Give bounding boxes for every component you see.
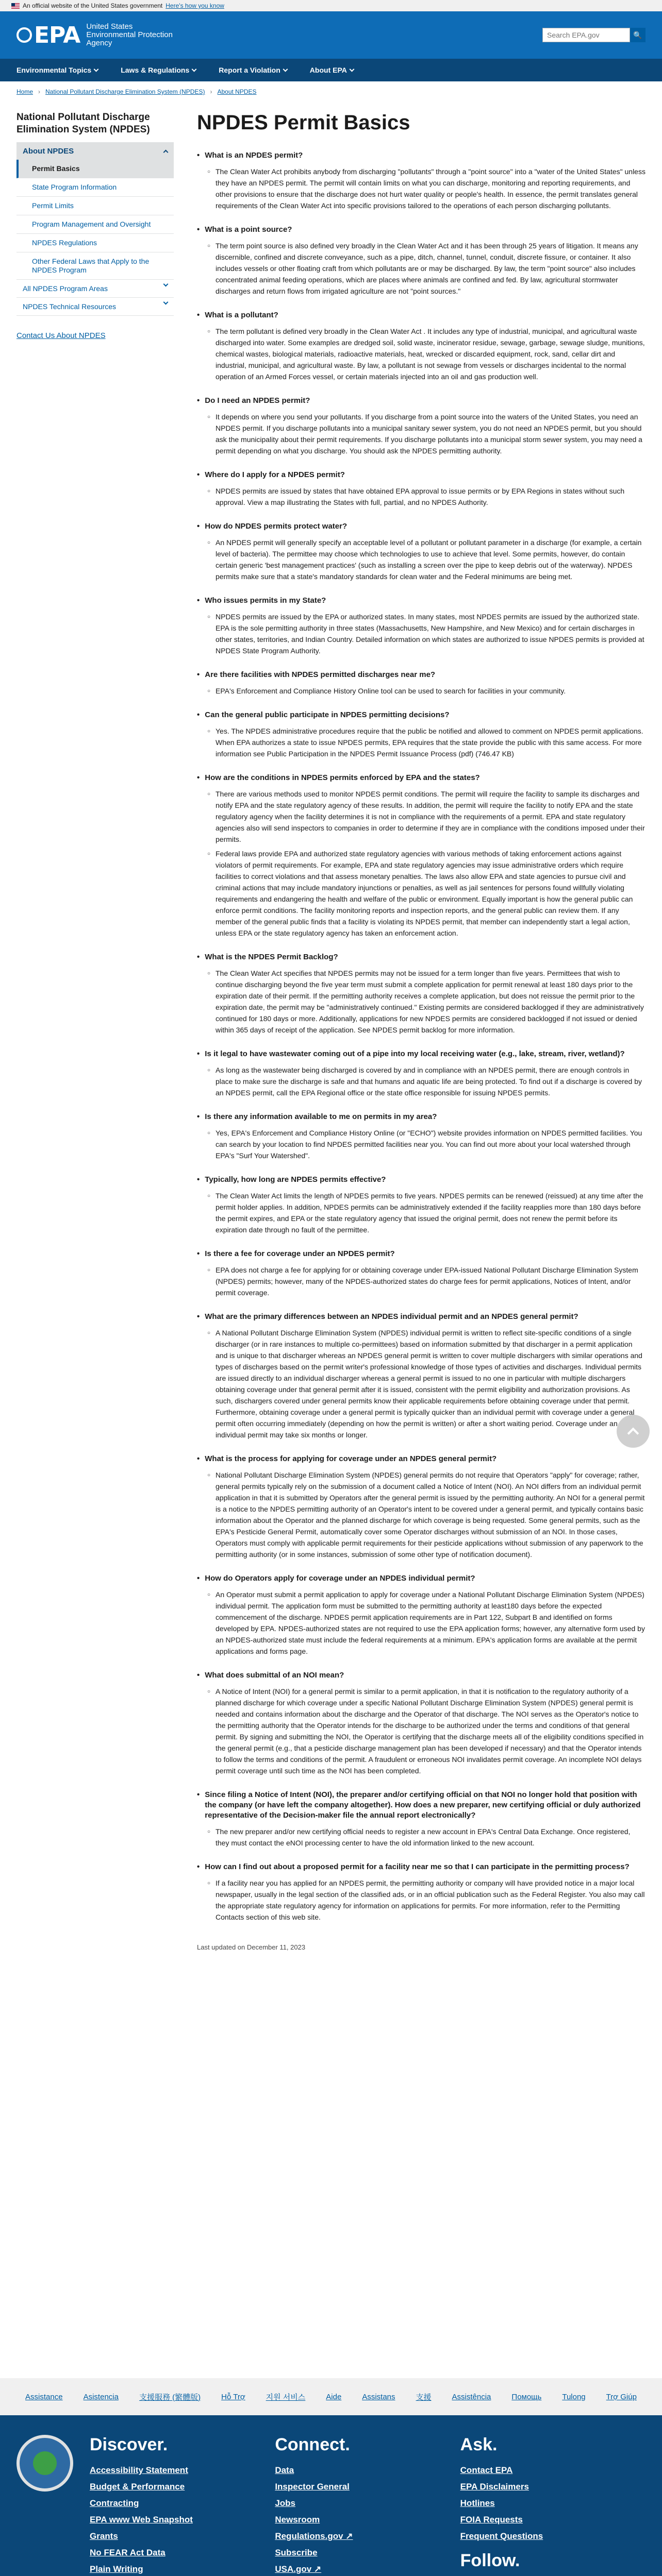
faq-question-text: • Typically, how long are NPDES permits effective?: [205, 1175, 386, 1184]
faq-question: [197, 1112, 646, 1122]
faq-question: [197, 150, 646, 161]
faq-item: [197, 1790, 646, 1849]
faq-item: [197, 952, 646, 1036]
faq-answer-paragraph: ○ Yes, EPA's Enforcement and Compliance History Online (or "ECHO") website provides information on NPDES permitted facilities. You can search by your location to find NPDES permitted facilities near you. You can find out more about your local watershed through EPA's "Surf Your Watershed".: [216, 1127, 646, 1161]
lang-link[interactable]: Hỗ Trợ: [221, 2392, 245, 2401]
lang-link[interactable]: Assistência: [452, 2392, 491, 2401]
footer-link[interactable]: Subscribe: [275, 2548, 318, 2557]
footer-heading: Ask.: [460, 2435, 498, 2454]
faq-answer: [216, 788, 646, 939]
footer-link[interactable]: Contracting: [90, 2498, 139, 2508]
epa-swirl-icon: [16, 27, 32, 43]
faq-question-text: • Is it legal to have wastewater coming out of a pipe into my local receiving water (e.g., lake, stream, river, wetland)?: [205, 1049, 625, 1058]
gov-banner-text: An official website of the United States government: [23, 2, 163, 9]
footer-link[interactable]: Data: [275, 2465, 294, 2475]
side-section-label: About NPDES: [23, 147, 74, 156]
faq-question: [197, 225, 646, 235]
faq-item: [197, 1670, 646, 1776]
agency-name-line3: Agency: [86, 39, 112, 47]
faq-answer-paragraph: ○ There are various methods used to monitor NPDES permit conditions. The permit will require the facility to sample its discharges and notify EPA and the state regulatory agency of these results. In addition, the permit will require the facility to notify EPA and the state regulatory agency when the facility determines it is not in compliance with the requirements of a permit. EPA and state regulatory agencies also will send inspectors to companies in order to determine if they are in compliance with the conditions imposed under their permits.: [216, 788, 646, 845]
faq-question: [197, 1175, 646, 1185]
faq-question: [197, 952, 646, 962]
site-search: [542, 28, 646, 42]
footer-link[interactable]: No FEAR Act Data: [90, 2548, 166, 2557]
faq-question: [197, 710, 646, 720]
footer-connect: [275, 2435, 460, 2576]
faq-question-text: • How are the conditions in NPDES permits enforced by EPA and the states?: [205, 773, 480, 782]
faq-question-text: • Is there any information available to me on permits in my area?: [205, 1112, 437, 1121]
side-nav: [16, 142, 174, 316]
sidebar-technical-resources[interactable]: [16, 298, 174, 316]
chevron-down-icon: [349, 66, 354, 72]
faq-item: [197, 310, 646, 382]
faq-question: [197, 310, 646, 320]
faq-answer: [216, 968, 646, 1036]
faq-answer: [216, 1589, 646, 1657]
faq-item: [197, 1312, 646, 1440]
faq-answer-paragraph: ○ If a facility near you has applied for an NPDES permit, the permitting authority or company will have provided notice in a major local newspaper, usually in the legal section of the classified ads, or in an official publication such as the Federal Register. You also may call the appropriate state regulatory agency for information on applications for permits. For more information, refer to the Permitting Contacts section of this web site.: [216, 1877, 646, 1923]
faq-answer: [216, 685, 646, 697]
lang-link[interactable]: Tulong: [562, 2392, 586, 2401]
faq-item: [197, 396, 646, 456]
faq-item: [197, 1573, 646, 1657]
faq-question: [197, 670, 646, 680]
faq-answer-paragraph: ○ National Pollutant Discharge Elimination System (NPDES) general permits do not require that Operators "apply" for coverage; rather, general permits typically rely on the submission of a document called a Notice of Intent (NOI). An NOI differs from an individual permit application in that it is submitted by Operators after the general permit is issued by the permitting authority. An NOI for a general permit is a notice to the NPDES permitting authority of an Operator's intent to be covered under a general permit, and typically contains basic information about the Operator and the planned discharge for which coverage is being requested. Some general permits, such as the EPA's Pesticide General Permit, automatically cover some Operator discharges without submission of an NOI. In those cases, Operators must comply with applicable permit requirements for their pesticide applications without submission of any paperwork to the permitting authority (or in some instances, submission of some other type of notification document).: [216, 1469, 646, 1560]
site-header: [0, 11, 662, 59]
language-bar: [0, 2378, 662, 2415]
footer-link[interactable]: Jobs: [275, 2498, 296, 2508]
faq-answer: [216, 1826, 646, 1849]
nav-label: Environmental Topics: [16, 66, 92, 74]
epa-logo[interactable]: [16, 22, 173, 48]
side-sub-label: All NPDES Program Areas: [23, 284, 108, 293]
faq-question-text: • Where do I apply for a NPDES permit?: [205, 470, 345, 479]
sidebar-item-program-management[interactable]: Program Management and Oversight: [16, 215, 174, 234]
faq-question-text: • Since filing a Notice of Intent (NOI), the preparer and/or certifying official on that NOI no longer hold that position with the company (or have left the company altogether). How does a new preparer, new certifying official or duly authorized representative of the Decision-maker file the annual report electronically?: [205, 1790, 641, 1820]
lang-link[interactable]: 支援服務 (繁體版): [139, 2393, 201, 2402]
chevron-down-icon: [283, 66, 288, 72]
breadcrumb-separator: ›: [38, 88, 41, 95]
footer-follow-heading: Follow.: [460, 2551, 520, 2570]
page-layout: [0, 102, 662, 1951]
epa-seal-icon: [16, 2435, 73, 2492]
faq-question-text: • Can the general public participate in NPDES permitting decisions?: [205, 710, 450, 719]
faq-answer: [216, 240, 646, 297]
nav-label: About EPA: [309, 66, 347, 74]
faq-list: [197, 150, 646, 1923]
faq-item: [197, 150, 646, 211]
faq-answer-paragraph: ○ The term pollutant is defined very broadly in the Clean Water Act . It includes any type of industrial, municipal, and agricultural waste discharged into water. Some examples are dredged soil, solid waste, incinerator residue, sewage, garbage, sewage sludge, munitions, chemical wastes, biological materials, radioactive materials, heat, wrecked or discarded equipment, rock, sand, cellar dirt and industrial, municipal, and agricultural waste. By law, a pollutant is not sewage from vessels or discharges incidental to the normal operation of an Armed Forces vessel, or certain materials injected into an oil and gas production well.: [216, 326, 646, 382]
sidebar-item-other-laws[interactable]: Other Federal Laws that Apply to the NPDES Program: [16, 252, 174, 280]
nav-report-violation[interactable]: [219, 66, 287, 74]
lang-link[interactable]: 支援: [416, 2393, 432, 2402]
page-title: NPDES Permit Basics: [197, 111, 410, 134]
faq-question: [197, 470, 646, 480]
footer-link[interactable]: Accessibility Statement: [90, 2465, 188, 2475]
footer-link[interactable]: Frequent Questions: [460, 2531, 543, 2541]
faq-answer-paragraph: ○ EPA does not charge a fee for applying for or obtaining coverage under EPA-issued National Pollutant Discharge Elimination System (NPDES) permits; however, many of the NPDES-authorized states do charge fees for permit applications, Notices of Intent, and/or permit coverage.: [216, 1264, 646, 1298]
footer-link[interactable]: Hotlines: [460, 2498, 495, 2508]
chevron-down-icon: [163, 282, 169, 287]
sidebar-item-state-program[interactable]: State Program Information: [16, 178, 174, 197]
faq-answer: [216, 611, 646, 656]
lang-link[interactable]: Aide: [326, 2392, 342, 2401]
faq-answer-paragraph: ○ EPA's Enforcement and Compliance History Online tool can be used to search for facilities in your community.: [216, 685, 646, 697]
faq-question-text: • What does submittal of an NOI mean?: [205, 1671, 344, 1680]
faq-answer: [216, 485, 646, 508]
breadcrumb-npdes[interactable]: National Pollutant Discharge Elimination System (NPDES): [45, 88, 205, 95]
faq-answer-paragraph: ○ An Operator must submit a permit application to apply for coverage under a National Pollutant Discharge Elimination System (NPDES) individual permit. The application form must be submitted to the permitting authority at least180 days before the expected commencement of the discharge. NPDES permit application requirements are in Part 122, Subpart B and identified on forms developed by EPA. NPDES-authorized states are not required to use the EPA application forms; however, any alternative form used by an NPDES-authorized state must include the federal requirements at a minimum. EPA's application forms are available at the permit applications and forms page.: [216, 1589, 646, 1657]
lang-link[interactable]: Asistencia: [83, 2392, 119, 2401]
footer-heading: Connect.: [275, 2435, 350, 2454]
faq-answer-paragraph: ○ NPDES permits are issued by the EPA or authorized states. In many states, most NPDES permits are issued by the authorized state. EPA is the sole permitting authority in three states (Massachusetts, New Hampshire, and New Mexico) and for certain discharges in other states, territories, and Indian Country. Detailed information on which states are authorized to issue NPDES permits is provided at NPDES State Program Authority.: [216, 611, 646, 656]
faq-question-text: • What is the NPDES Permit Backlog?: [205, 953, 338, 961]
main-nav: [0, 59, 662, 81]
lang-link[interactable]: 지원 서비스: [266, 2393, 306, 2402]
faq-answer-paragraph: ○ Federal laws provide EPA and authorized state regulatory agencies with various methods of taking enforcement actions against violators of permit requirements. For example, EPA and state regulatory agencies may issue administrative orders which require facilities to correct violations and that assess monetary penalties. The laws also allow EPA and state agencies to pursue civil and criminal actions that may include mandatory injunctions or penalties, as well as jail sentences for persons found willfully violating requirements and endangering the health and welfare of the public or environment. Equally important is how the general public can enforce permit conditions. The facility monitoring reports and inspection reports, and the general public can review them. If any member of the general public finds that a facility is violating its NPDES permit, that member can independently start a legal action, unless EPA or the state regulatory agency has taken an enforcement action.: [216, 848, 646, 939]
faq-answer-paragraph: ○ NPDES permits are issued by states that have obtained EPA approval to issue permits or by EPA Regions in states without such approval. View a map illustrating the States with full, partial, and no NPDES Authority.: [216, 485, 646, 508]
faq-item: [197, 1454, 646, 1560]
footer-link[interactable]: Plain Writing: [90, 2564, 143, 2574]
faq-answer-paragraph: ○ It depends on where you send your pollutants. If you discharge from a point source into the waters of the United States, you need an NPDES permit. If you discharge pollutants into a municipal sanitary sewer system, you do not need an NPDES permit, but you should ask the municipality about their permit requirements. If you discharge pollutants into a municipal storm sewer system, you may need a permit depending on what you discharge. You should ask the NPDES permitting authority.: [216, 411, 646, 456]
footer-link[interactable]: Inspector General: [275, 2482, 350, 2492]
main-content: [174, 102, 646, 1951]
faq-answer: [216, 1064, 646, 1098]
chevron-down-icon: [192, 66, 197, 72]
faq-answer-paragraph: ○ The Clean Water Act prohibits anybody from discharging "pollutants" through a "point source" into a "water of the United States" unless they have an NPDES permit. The permit will contain limits on what you can discharge, monitoring and reporting requirements, and other provisions to ensure that the discharge does not hurt water quality or people's health. In essence, the permit translates general requirements of the Clean Water Act into specific provisions tailored to the operations of each person discharging pollutants.: [216, 166, 646, 211]
chevron-up-icon: [163, 150, 169, 155]
heres-how-link[interactable]: Here's how you know: [166, 2, 224, 9]
arrow-up-icon: [627, 1428, 639, 1439]
faq-question: [197, 1862, 646, 1872]
faq-answer-paragraph: ○ As long as the wastewater being discharged is covered by and in compliance with an NPDES permit, there are enough controls in place to make sure the discharge is safe and that humans and aquatic life are being protected. To find out if a discharge is covered by an NPDES permit, call the EPA Regional office or the state office responsible for issuing NPDES permits.: [216, 1064, 646, 1098]
faq-answer-paragraph: ○ The new preparer and/or new certifying official needs to register a new account in EPA's Central Data Exchange. Once registered, they must contact the eNOI processing center to have the old information linked to the new account.: [216, 1826, 646, 1849]
faq-item: [197, 710, 646, 759]
lang-link[interactable]: Assistance: [25, 2392, 63, 2401]
sidebar-title: National Pollutant Discharge Elimination System (NPDES): [16, 112, 150, 135]
faq-question-text: • Is there a fee for coverage under an NPDES permit?: [205, 1249, 395, 1258]
faq-question-text: • What are the primary differences between an NPDES individual permit and an NPDES general permit?: [205, 1312, 578, 1321]
faq-question: [197, 1249, 646, 1259]
sidebar: [16, 102, 174, 1951]
sidebar-program-areas[interactable]: [16, 280, 174, 298]
us-flag-icon: [11, 3, 20, 9]
contact-us-link[interactable]: Contact Us About NPDES: [16, 331, 106, 340]
faq-item: [197, 470, 646, 508]
faq-question: [197, 1670, 646, 1681]
site-footer: [0, 2415, 662, 2576]
faq-answer-paragraph: ○ An NPDES permit will generally specify an acceptable level of a pollutant or pollutant parameter in a discharge (for example, a certain level of bacteria). The permittee may choose which technologies to use to achieve that level. Some permits, however, do contain certain generic 'best management practices' (such as installing a screen over the pipe to keep debris out of the waterway). NPDES permits make sure that a state's mandatory standards for clean water and the Federal minimums are being met.: [216, 537, 646, 582]
faq-answer: [216, 1686, 646, 1776]
faq-answer-paragraph: ○ A National Pollutant Discharge Elimination System (NPDES) individual permit is written to reflect site-specific conditions of a single discharger (or in rare instances to multiple co-permittees) based on information submitted by that discharger in a permit application and is unique to that discharger whereas an NPDES general permit is written to cover multiple dischargers with similar operations and types of discharges based on the permit writer's professional knowledge of those types of activities and discharges. Individual permits are issued directly to an individual discharger whereas a general permit is issued to no one in particular with multiple dischargers obtaining coverage under that general permit after it is issued, consistent with the permit eligibility and authorization provisions. As such, dischargers covered under general permits know their applicable requirements before obtaining coverage under that permit. Furthermore, obtaining coverage under a general permit is typically quicker than an individual permit with coverage under a general permit often occurring immediately (depending on how the permit is written) or after a short waiting period. Coverage under an individual permit may take six months or longer.: [216, 1327, 646, 1440]
faq-question: [197, 1573, 646, 1584]
faq-question: [197, 1049, 646, 1059]
faq-question: [197, 1454, 646, 1464]
faq-answer: [216, 537, 646, 582]
lang-link[interactable]: Assistans: [362, 2392, 395, 2401]
faq-item: [197, 1112, 646, 1161]
faq-answer-paragraph: ○ The Clean Water Act specifies that NPDES permits may not be issued for a term longer than five years. Permittees that wish to continue discharging beyond the five year term must submit a complete application for permit renewal at least 180 days prior to the expiration date of their permit. If the permitting authority receives a complete application, but does not reissue the permit prior to the expiration date, the permit may be "administratively continued." Existing permits are considered backlogged if they are administratively continued for 180 days or more. Additionally, applications for new NPDES permits are considered backlogged if not issued or denied within 365 days of receipt of the application. See NPDES permit backlog for more information.: [216, 968, 646, 1036]
faq-item: [197, 773, 646, 939]
faq-item: [197, 596, 646, 656]
sidebar-item-permit-limits[interactable]: Permit Limits: [16, 197, 174, 215]
nav-laws-regulations[interactable]: [121, 66, 196, 74]
faq-question-text: • Do I need an NPDES permit?: [205, 396, 310, 405]
lang-link[interactable]: Trợ Giúp: [606, 2392, 637, 2401]
faq-answer-paragraph: ○ The term point source is also defined very broadly in the Clean Water Act and it has been through 25 years of litigation. It means any discernible, confined and discrete conveyance, such as a pipe, ditch, channel, tunnel, conduit, discrete fissure, or container. It also includes vessels or other floating craft from which pollutants are or may be discharged. By law, the term "point source" also includes concentrated animal feeding operations, which are places where animals are confined and fed. By law, agricultural stormwater discharges and return flows from irrigated agriculture are not "point sources.": [216, 240, 646, 297]
breadcrumb: [0, 81, 662, 102]
faq-question-text: • What is a point source?: [205, 225, 292, 234]
faq-item: [197, 1862, 646, 1923]
faq-question-text: • What is a pollutant?: [205, 311, 278, 319]
faq-item: [197, 670, 646, 697]
footer-discover: [90, 2435, 275, 2576]
faq-question-text: • Are there facilities with NPDES permitted discharges near me?: [205, 670, 436, 679]
footer-link[interactable]: Budget & Performance: [90, 2482, 185, 2492]
faq-question-text: • What is an NPDES permit?: [205, 151, 303, 160]
faq-answer: [216, 1877, 646, 1923]
faq-question-text: • How can I find out about a proposed permit for a facility near me so that I can participate in the permitting process?: [205, 1862, 630, 1871]
breadcrumb-about[interactable]: About NPDES: [217, 88, 257, 95]
faq-question: [197, 596, 646, 606]
search-button[interactable]: 🔍: [630, 28, 646, 42]
back-to-top-button[interactable]: [617, 1415, 650, 1448]
agency-name-line2: Environmental Protection: [86, 30, 173, 39]
gov-banner: [0, 0, 662, 11]
agency-name-line1: United States: [86, 22, 133, 31]
footer-heading: Discover.: [90, 2435, 168, 2454]
footer-link[interactable]: USA.gov ↗: [275, 2564, 322, 2574]
footer-link[interactable]: FOIA Requests: [460, 2515, 523, 2524]
footer-ask: [460, 2435, 646, 2576]
last-updated: Last updated on December 11, 2023: [197, 1943, 306, 1951]
footer-link[interactable]: Regulations.gov ↗: [275, 2531, 353, 2541]
faq-question: [197, 1790, 646, 1821]
faq-item: [197, 225, 646, 297]
faq-answer: [216, 1469, 646, 1560]
footer-link[interactable]: Contact EPA: [460, 2465, 513, 2475]
footer-link[interactable]: EPA www Web Snapshot: [90, 2515, 193, 2524]
sidebar-item-regulations[interactable]: NPDES Regulations: [16, 234, 174, 252]
chevron-down-icon: [163, 300, 169, 305]
faq-answer: [216, 725, 646, 759]
breadcrumb-home[interactable]: Home: [16, 88, 34, 95]
nav-about-epa[interactable]: [310, 66, 354, 74]
footer-link[interactable]: EPA Disclaimers: [460, 2482, 529, 2492]
nav-environmental-topics[interactable]: [16, 66, 98, 74]
faq-question-text: • How do NPDES permits protect water?: [205, 522, 347, 531]
nav-label: Laws & Regulations: [121, 66, 190, 74]
breadcrumb-separator: ›: [210, 88, 212, 95]
faq-answer-paragraph: ○ The Clean Water Act limits the length of NPDES permits to five years. NPDES permits can be renewed (reissued) at any time after the permit holder applies. In addition, NPDES permits can be administratively extended if the facility reapplies more than 180 days before the permit expires, and EPA or the state regulatory agency that issued the original permit, does not renew the permit before its expiration date through no fault of the permittee.: [216, 1190, 646, 1235]
faq-item: [197, 521, 646, 582]
faq-question: [197, 773, 646, 783]
faq-answer: [216, 1264, 646, 1298]
faq-item: [197, 1049, 646, 1098]
faq-answer: [216, 1327, 646, 1440]
search-input[interactable]: [542, 28, 630, 42]
faq-question: [197, 521, 646, 532]
footer-link[interactable]: Newsroom: [275, 2515, 320, 2524]
faq-item: [197, 1249, 646, 1298]
side-section-about[interactable]: [16, 143, 174, 160]
faq-question: [197, 396, 646, 406]
side-sub-label: NPDES Technical Resources: [23, 302, 117, 311]
logo-abbr: EPA: [34, 22, 80, 48]
faq-answer: [216, 1190, 646, 1235]
faq-answer: [216, 166, 646, 211]
faq-answer: [216, 326, 646, 382]
faq-answer: [216, 411, 646, 456]
sidebar-item-permit-basics[interactable]: Permit Basics: [16, 160, 174, 178]
faq-answer: [216, 1127, 646, 1161]
faq-question-text: • What is the process for applying for coverage under an NPDES general permit?: [205, 1454, 497, 1463]
footer-link[interactable]: Grants: [90, 2531, 118, 2541]
lang-link[interactable]: Помощь: [511, 2392, 542, 2401]
faq-answer-paragraph: ○ A Notice of Intent (NOI) for a general permit is similar to a permit application, in that it is notification to the regulatory authority of a planned discharge for which coverage under a specific National Pollutant Discharge Elimination System (NPDES) general permit is needed and contains information about the discharge and the Operator of that discharge. The NOI serves as the Operator's notice to the permitting authority that the Operator intends for the discharge to be authorized under the terms and conditions of that general permit. By signing and submitting the NOI, the Operator is certifying that the discharge meets all of the eligibility conditions specified in the general permit (e.g., that a pesticide discharge management plan has been developed if necessary) and that the Operator intends to follow the terms and conditions of the permit. A fraudulent or erroneous NOI invalidates permit coverage. An incomplete NOI delays permit coverage until such time as the NOI has been completed.: [216, 1686, 646, 1776]
faq-question-text: • Who issues permits in my State?: [205, 596, 326, 605]
faq-question-text: • How do Operators apply for coverage under an NPDES individual permit?: [205, 1574, 475, 1583]
chevron-down-icon: [94, 66, 99, 72]
faq-question: [197, 1312, 646, 1322]
nav-label: Report a Violation: [219, 66, 280, 74]
faq-answer-paragraph: ○ Yes. The NPDES administrative procedures require that the public be notified and allowed to comment on NPDES permit applications. When EPA authorizes a state to issue NPDES permits, EPA requires that the state provide the public with this same access. For more information see Public Participation in the NPDES Permit Issuance Process (pdf) (746.47 KB): [216, 725, 646, 759]
faq-item: [197, 1175, 646, 1235]
